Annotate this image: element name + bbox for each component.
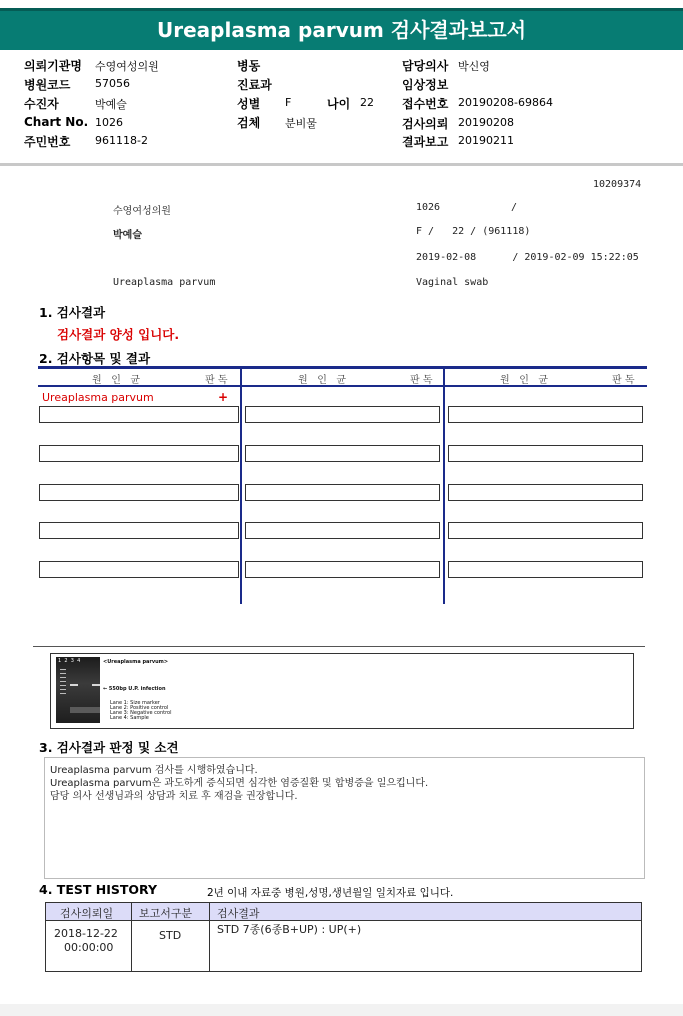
history-col-divider xyxy=(209,903,210,971)
gel-legend-2: Lane 2: Positive control xyxy=(110,705,169,711)
comment-line: 담당 의사 선생님과의 상담과 치료 후 재검을 권장합니다. xyxy=(50,791,298,802)
primer-dimer-bands xyxy=(70,707,100,713)
result-cell xyxy=(448,522,643,539)
block-hospital: 수영여성의원 xyxy=(113,206,171,217)
col-header-organism: 원 인 균 xyxy=(500,375,549,386)
history-result: STD 7종(6종B+UP) : UP(+) xyxy=(217,923,362,936)
label-sex: 성별 xyxy=(237,97,261,111)
col-header-organism: 원 인 균 xyxy=(298,375,347,386)
value-hospital: 수영여성의원 xyxy=(95,60,159,73)
value-receipt-no: 20190208-69864 xyxy=(458,96,553,109)
section-divider xyxy=(33,646,645,647)
gel-lane-numbers: 1 2 3 4 xyxy=(58,658,81,664)
report-title: Ureaplasma parvum 검사결과보고서 xyxy=(0,8,683,50)
result-cell xyxy=(39,445,239,462)
value-chart-no: 1026 xyxy=(95,116,123,129)
col-header-judgement: 판 독 xyxy=(410,375,433,386)
gel-title: <Ureaplasma parvum> xyxy=(103,659,169,665)
history-note: 2년 이내 자료중 병원,성명,생년월일 일치자료 입니다. xyxy=(207,887,454,899)
result-cell xyxy=(245,406,440,423)
sample-band xyxy=(92,684,100,686)
result-cell xyxy=(245,522,440,539)
gel-legend-1: Lane 1: Size marker xyxy=(110,700,160,706)
size-marker-lane xyxy=(60,669,66,695)
block-sex-age: F / 22 / (961118) xyxy=(416,226,531,237)
gel-legend-4: Lane 4: Sample xyxy=(110,715,149,721)
comment-line: Ureaplasma parvum은 과도하게 증식되면 심각한 염증질환 및 합병증을 일으킵니다. xyxy=(50,778,429,789)
header-divider xyxy=(0,163,683,166)
value-specimen: 분비물 xyxy=(285,117,317,130)
gel-electrophoresis-image xyxy=(56,657,100,723)
gel-legend-3: Lane 3: Negative control xyxy=(110,710,172,716)
organism-name: Ureaplasma parvum xyxy=(42,391,154,404)
label-specimen: 검체 xyxy=(237,116,261,130)
table-top-rule xyxy=(38,366,647,369)
result-cell xyxy=(448,484,643,501)
result-cell xyxy=(39,406,239,423)
history-header-row xyxy=(46,903,641,921)
col-header-judgement: 판 독 xyxy=(205,375,228,386)
result-cell xyxy=(245,445,440,462)
label-receipt-no: 접수번호 xyxy=(402,97,449,111)
block-test: Ureaplasma parvum xyxy=(113,277,216,288)
block-patient: 박예슬 xyxy=(113,230,142,241)
result-statement: 검사결과 양성 입니다. xyxy=(57,327,180,342)
value-patient: 박예슬 xyxy=(95,98,127,111)
label-chart-no: Chart No. xyxy=(24,115,89,129)
history-col-type: 보고서구분 xyxy=(139,907,193,920)
block-specimen: Vaginal swab xyxy=(416,277,489,288)
history-col-date: 검사의뢰일 xyxy=(60,907,114,920)
block-dates: 2019-02-08 / 2019-02-09 15:22:05 xyxy=(416,252,639,263)
label-age: 나이 xyxy=(327,97,351,111)
comment-line: Ureaplasma parvum 검사를 시행하였습니다. xyxy=(50,765,258,776)
col-header-organism: 원 인 균 xyxy=(92,375,141,386)
value-sex: F xyxy=(285,96,292,109)
section1-title: 1. 검사결과 xyxy=(39,305,106,320)
result-cell xyxy=(448,561,643,578)
result-cell xyxy=(39,522,239,539)
history-type: STD xyxy=(159,929,182,942)
label-hospital: 의뢰기관명 xyxy=(24,59,82,73)
label-department: 진료과 xyxy=(237,78,272,92)
result-cell xyxy=(448,445,643,462)
label-hospital-code: 병원코드 xyxy=(24,78,71,92)
section2-title: 2. 검사항목 및 결과 xyxy=(39,351,151,366)
result-cell xyxy=(39,484,239,501)
positive-band xyxy=(70,684,78,686)
value-hospital-code: 57056 xyxy=(95,77,130,90)
value-report-date: 20190211 xyxy=(458,134,514,147)
value-doctor: 박신영 xyxy=(458,60,490,73)
label-request-date: 검사의뢰 xyxy=(402,117,449,131)
section3-title: 3. 검사결과 판정 및 소견 xyxy=(39,740,179,755)
block-chart: 1026 xyxy=(416,202,441,213)
table-col-divider xyxy=(240,366,242,604)
footer-bar xyxy=(0,1004,683,1016)
value-request-date: 20190208 xyxy=(458,116,514,129)
label-report-date: 결과보고 xyxy=(402,135,449,149)
label-doctor: 담당의사 xyxy=(402,59,449,73)
table-col-divider xyxy=(443,366,445,604)
history-col-result: 검사결과 xyxy=(217,907,260,920)
section4-title: 4. TEST HISTORY xyxy=(39,882,158,897)
result-cell xyxy=(245,561,440,578)
block-slash: / xyxy=(511,202,518,213)
label-clinical-info: 임상정보 xyxy=(402,78,449,92)
result-cell xyxy=(39,561,239,578)
value-age: 22 xyxy=(360,96,374,109)
label-resident-no: 주민번호 xyxy=(24,135,71,149)
result-cell xyxy=(245,484,440,501)
label-ward: 병동 xyxy=(237,59,261,73)
history-time: 00:00:00 xyxy=(64,941,114,954)
organism-result: + xyxy=(218,390,229,404)
result-cell xyxy=(448,406,643,423)
barcode-number: 10209374 xyxy=(593,179,642,190)
history-date: 2018-12-22 xyxy=(54,927,118,940)
col-header-judgement: 판 독 xyxy=(612,375,635,386)
history-col-divider xyxy=(131,903,132,971)
value-resident-no: 961118-2 xyxy=(95,134,148,147)
gel-band-label: ← 550bp U.P. infection xyxy=(103,686,166,692)
label-patient: 수진자 xyxy=(24,97,59,111)
